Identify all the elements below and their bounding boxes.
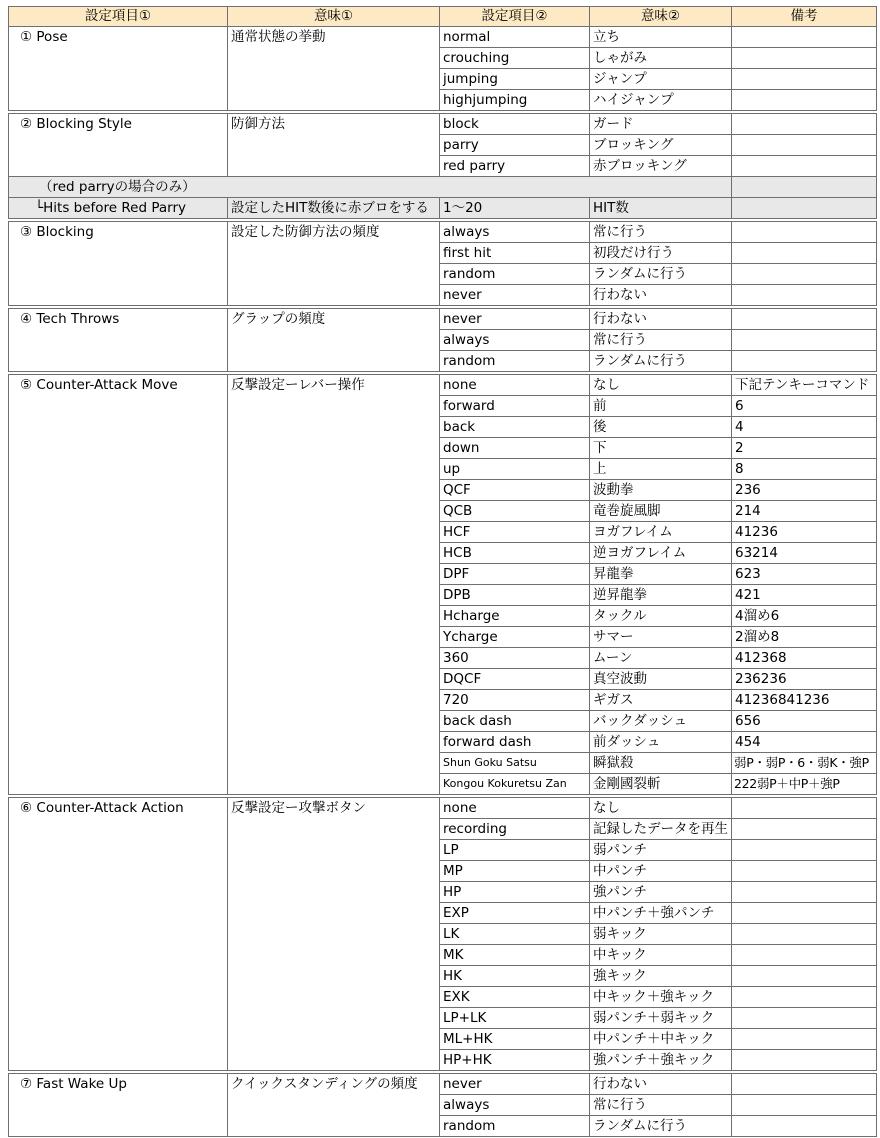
option-value: never [440, 1074, 590, 1095]
option-meaning: ハイジャンプ [590, 90, 732, 111]
header-row [9, 7, 877, 27]
option-value: random [440, 351, 590, 372]
option-note: 4溜め6 [732, 606, 877, 627]
option-value: LK [440, 924, 590, 945]
option-value: normal [440, 27, 590, 48]
option-meaning: 中キック＋強キック [590, 987, 732, 1008]
option-note: 8 [732, 459, 877, 480]
option-meaning: ブロッキング [590, 135, 732, 156]
table-row [9, 114, 877, 135]
option-value: never [440, 309, 590, 330]
option-meaning: 初段だけ行う [590, 243, 732, 264]
option-meaning: 常に行う [590, 330, 732, 351]
option-meaning: 常に行う [590, 222, 732, 243]
option-note [732, 156, 877, 177]
option-meaning: 昇龍拳 [590, 564, 732, 585]
option-value: recording [440, 819, 590, 840]
option-note [732, 222, 877, 243]
option-value: QCB [440, 501, 590, 522]
header-meaning-2: 意味② [590, 7, 732, 27]
option-meaning: 中パンチ [590, 861, 732, 882]
option-note [732, 27, 877, 48]
option-meaning: 逆ヨガフレイム [590, 543, 732, 564]
option-note: 41236 [732, 522, 877, 543]
sub-option-note [732, 198, 877, 219]
option-note: 6 [732, 396, 877, 417]
setting-meaning: 設定した防御方法の頻度 [228, 222, 440, 306]
table-body [9, 27, 877, 1137]
option-value: Shun Goku Satsu [440, 753, 590, 774]
option-meaning: 弱キック [590, 924, 732, 945]
option-value: never [440, 285, 590, 306]
option-note [732, 90, 877, 111]
option-value: always [440, 222, 590, 243]
option-value: down [440, 438, 590, 459]
option-value: DPF [440, 564, 590, 585]
option-note [732, 903, 877, 924]
table-row [9, 222, 877, 243]
option-value: Kongou Kokuretsu Zan [440, 774, 590, 795]
sub-option-value: 1～20 [440, 198, 590, 219]
option-note [732, 1050, 877, 1071]
option-meaning: 行わない [590, 1074, 732, 1095]
option-meaning: ランダムに行う [590, 264, 732, 285]
option-meaning: 金剛國裂斬 [590, 774, 732, 795]
option-meaning: 瞬獄殺 [590, 753, 732, 774]
option-value: 360 [440, 648, 590, 669]
option-value: none [440, 375, 590, 396]
setting-meaning: グラップの頻度 [228, 309, 440, 372]
option-value: random [440, 264, 590, 285]
option-note [732, 987, 877, 1008]
option-value: random [440, 1116, 590, 1137]
option-meaning: ジャンプ [590, 69, 732, 90]
option-note [732, 135, 877, 156]
option-meaning: 行わない [590, 285, 732, 306]
option-value: forward dash [440, 732, 590, 753]
setting-name: ⑦ Fast Wake Up [9, 1074, 228, 1137]
option-value: jumping [440, 69, 590, 90]
option-note: 412368 [732, 648, 877, 669]
option-meaning: 竜巻旋風脚 [590, 501, 732, 522]
option-meaning: 行わない [590, 309, 732, 330]
table-row [9, 375, 877, 396]
option-value: LP+LK [440, 1008, 590, 1029]
option-value: parry [440, 135, 590, 156]
option-value: LP [440, 840, 590, 861]
header-meaning-1: 意味① [228, 7, 440, 27]
sub-condition-note [732, 177, 877, 198]
option-meaning: ヨガフレイム [590, 522, 732, 543]
option-value: DQCF [440, 669, 590, 690]
header-notes: 備考 [732, 7, 877, 27]
option-meaning: 中パンチ＋強パンチ [590, 903, 732, 924]
option-value: MK [440, 945, 590, 966]
option-note [732, 1095, 877, 1116]
option-meaning: タックル [590, 606, 732, 627]
option-note: 下記テンキーコマンド [732, 375, 877, 396]
option-meaning: 常に行う [590, 1095, 732, 1116]
option-value: back dash [440, 711, 590, 732]
option-meaning: 前 [590, 396, 732, 417]
option-note [732, 882, 877, 903]
sub-setting-row [9, 198, 877, 219]
option-value: back [440, 417, 590, 438]
setting-meaning: 通常状態の挙動 [228, 27, 440, 111]
option-meaning: ギガス [590, 690, 732, 711]
option-meaning: なし [590, 375, 732, 396]
setting-meaning: クイックスタンディングの頻度 [228, 1074, 440, 1137]
option-note [732, 1116, 877, 1137]
option-meaning: 立ち [590, 27, 732, 48]
option-meaning: しゃがみ [590, 48, 732, 69]
option-note [732, 69, 877, 90]
option-value: forward [440, 396, 590, 417]
setting-meaning: 反撃設定ー攻撃ボタン [228, 798, 440, 1071]
option-note: 222弱P＋中P＋強P [732, 774, 877, 795]
table-header [9, 7, 877, 27]
option-meaning: なし [590, 798, 732, 819]
option-note: 214 [732, 501, 877, 522]
option-meaning: ムーン [590, 648, 732, 669]
option-meaning: 後 [590, 417, 732, 438]
option-meaning: 中パンチ＋中キック [590, 1029, 732, 1050]
option-value: ML+HK [440, 1029, 590, 1050]
option-meaning: 弱パンチ [590, 840, 732, 861]
option-note: 656 [732, 711, 877, 732]
option-meaning: 波動拳 [590, 480, 732, 501]
table-row [9, 309, 877, 330]
option-meaning: 強パンチ [590, 882, 732, 903]
option-value: highjumping [440, 90, 590, 111]
option-meaning: 強パンチ＋強キック [590, 1050, 732, 1071]
setting-name: ② Blocking Style [9, 114, 228, 177]
option-meaning: 上 [590, 459, 732, 480]
option-meaning: 赤ブロッキング [590, 156, 732, 177]
option-note [732, 48, 877, 69]
option-value: HK [440, 966, 590, 987]
option-value: DPB [440, 585, 590, 606]
option-meaning: 前ダッシュ [590, 732, 732, 753]
setting-name: ① Pose [9, 27, 228, 111]
option-note [732, 1029, 877, 1050]
option-value: HP [440, 882, 590, 903]
option-value: Ycharge [440, 627, 590, 648]
option-value: HCB [440, 543, 590, 564]
option-value: QCF [440, 480, 590, 501]
option-meaning: 強キック [590, 966, 732, 987]
option-note [732, 264, 877, 285]
option-note [732, 798, 877, 819]
option-value: red parry [440, 156, 590, 177]
option-meaning: 弱パンチ＋弱キック [590, 1008, 732, 1029]
setting-meaning: 防御方法 [228, 114, 440, 177]
option-note [732, 1074, 877, 1095]
option-meaning: 記録したデータを再生 [590, 819, 732, 840]
table-row [9, 27, 877, 48]
option-meaning: 下 [590, 438, 732, 459]
option-note: 236 [732, 480, 877, 501]
option-meaning: 中キック [590, 945, 732, 966]
setting-name: ⑥ Counter-Attack Action [9, 798, 228, 1071]
option-meaning: 逆昇龍拳 [590, 585, 732, 606]
settings-table [8, 6, 877, 1137]
option-value: crouching [440, 48, 590, 69]
setting-meaning: 反撃設定ーレバー操作 [228, 375, 440, 795]
option-note: 236236 [732, 669, 877, 690]
option-note: 弱P・弱P・6・弱K・強P [732, 753, 877, 774]
option-value: Hcharge [440, 606, 590, 627]
option-value: first hit [440, 243, 590, 264]
header-setting-1: 設定項目① [9, 7, 228, 27]
option-note [732, 945, 877, 966]
option-value: HCF [440, 522, 590, 543]
option-meaning: サマー [590, 627, 732, 648]
option-note: 421 [732, 585, 877, 606]
sub-condition-row [9, 177, 877, 198]
option-note [732, 114, 877, 135]
option-note [732, 330, 877, 351]
sub-condition: （red parryの場合のみ） [9, 177, 732, 198]
option-value: EXP [440, 903, 590, 924]
setting-name: ④ Tech Throws [9, 309, 228, 372]
sub-setting-meaning: 設定したHIT数後に赤ブロをする [228, 198, 440, 219]
option-note: 41236841236 [732, 690, 877, 711]
sub-option-meaning: HIT数 [590, 198, 732, 219]
option-value: HP+HK [440, 1050, 590, 1071]
option-note [732, 351, 877, 372]
option-value: up [440, 459, 590, 480]
option-note [732, 861, 877, 882]
option-note [732, 924, 877, 945]
option-meaning: ガード [590, 114, 732, 135]
option-note: 2溜め8 [732, 627, 877, 648]
setting-name: ③ Blocking [9, 222, 228, 306]
option-note [732, 840, 877, 861]
option-note [732, 1008, 877, 1029]
table-row [9, 1074, 877, 1095]
option-note [732, 966, 877, 987]
option-value: none [440, 798, 590, 819]
option-note: 623 [732, 564, 877, 585]
settings-document [8, 6, 877, 1137]
option-note: 2 [732, 438, 877, 459]
option-value: MP [440, 861, 590, 882]
option-note: 63214 [732, 543, 877, 564]
option-note [732, 819, 877, 840]
option-meaning: ランダムに行う [590, 351, 732, 372]
option-meaning: バックダッシュ [590, 711, 732, 732]
option-value: block [440, 114, 590, 135]
sub-setting-name: └Hits before Red Parry [9, 198, 228, 219]
option-value: EXK [440, 987, 590, 1008]
option-note [732, 285, 877, 306]
option-value: always [440, 330, 590, 351]
setting-name: ⑤ Counter-Attack Move [9, 375, 228, 795]
option-meaning: ランダムに行う [590, 1116, 732, 1137]
option-note: 4 [732, 417, 877, 438]
option-value: always [440, 1095, 590, 1116]
option-note [732, 243, 877, 264]
option-meaning: 真空波動 [590, 669, 732, 690]
table-row [9, 798, 877, 819]
option-value: 720 [440, 690, 590, 711]
option-note: 454 [732, 732, 877, 753]
option-note [732, 309, 877, 330]
header-setting-2: 設定項目② [440, 7, 590, 27]
